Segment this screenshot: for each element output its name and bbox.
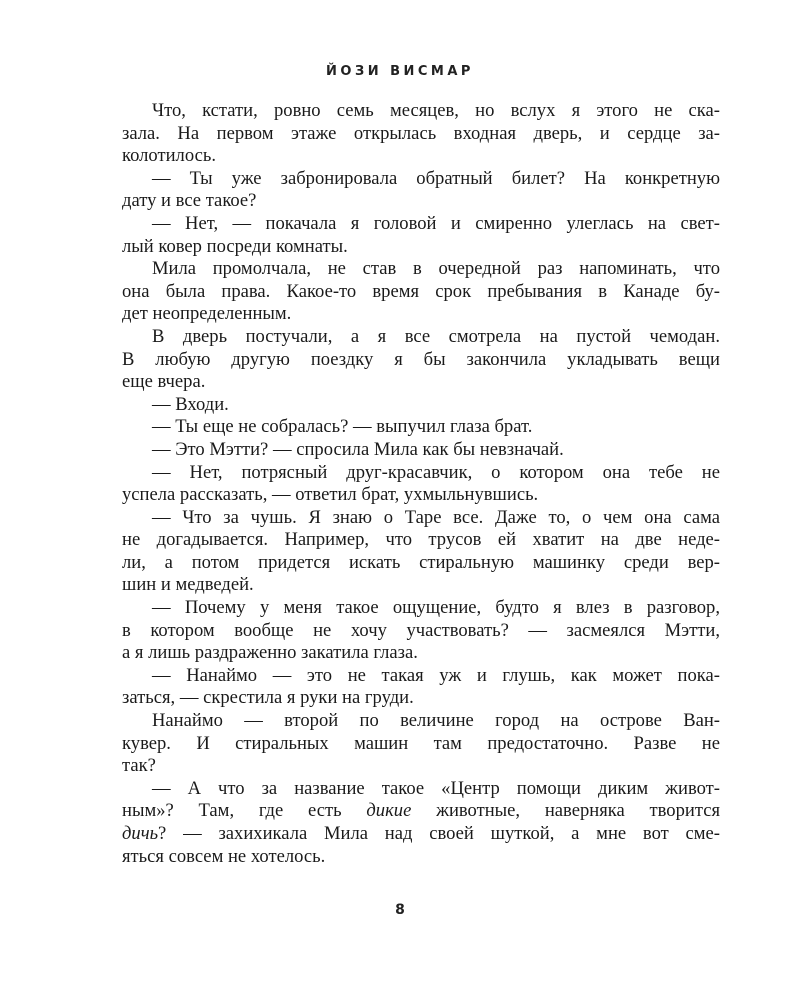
- text-line: — Нет, потрясный друг-красавчик, о котором она тебе не: [152, 461, 720, 483]
- text-line: Нанаймо — второй по величине город на острове Ван-: [152, 710, 720, 732]
- text-line: дет неопределенным.: [122, 303, 292, 325]
- running-head-author: ЙОЗИ ВИСМАР: [326, 64, 474, 79]
- body-text: [122, 100, 720, 868]
- text-line: — Ты еще не собралась? — выпучил глаза брат.: [152, 416, 533, 438]
- italic-word: дичь: [122, 823, 159, 844]
- text-line: дату и все такое?: [122, 190, 257, 212]
- text-line: — Ты уже забронировала обратный билет? На конкретную: [152, 167, 720, 189]
- text-line: ли, а потом придется искать стиральную машинку среди вер-: [122, 551, 720, 573]
- text-line: успела рассказать, — ответил брат, ухмыльнувшись.: [122, 484, 539, 506]
- text-line: заться, — скрестила я руки на груди.: [122, 687, 414, 709]
- text-line: — Нанаймо — это не такая уж и глушь, как может пока-: [152, 664, 720, 686]
- text-line: яться совсем не хотелось.: [122, 845, 326, 867]
- text-line: — Что за чушь. Я знаю о Таре все. Даже то, о чем она сама: [152, 506, 720, 528]
- text-line: колотилось.: [122, 145, 216, 167]
- text-line: [122, 800, 720, 823]
- text-line: лый ковер посреди комнаты.: [122, 235, 348, 257]
- text-line: а я лишь раздраженно закатила глаза.: [122, 642, 418, 664]
- text-line: — Нет, — покачала я головой и смиренно улеглась на свет-: [152, 212, 720, 234]
- text-line: так?: [122, 755, 156, 777]
- text-line: В дверь постучали, а я все смотрела на пустой чемодан.: [152, 325, 720, 347]
- text-line: она была права. Какое-то время срок пребывания в Канаде бу-: [122, 280, 720, 302]
- page-number: 8: [395, 902, 405, 918]
- text-line: — Входи.: [152, 393, 229, 415]
- text-line: еще вчера.: [122, 371, 206, 393]
- text-line: В любую другую поездку я бы закончила укладывать вещи: [122, 348, 720, 370]
- text-line: Что, кстати, ровно семь месяцев, но вслух я этого не ска-: [152, 100, 720, 121]
- text-line: не догадывается. Например, что трусов ей хватит на две неде-: [122, 529, 720, 551]
- text-line: в котором вообще не хочу участвовать? — засмеялся Мэтти,: [122, 619, 720, 641]
- text-line: кувер. И стиральных машин там предостаточно. Разве не: [122, 732, 720, 754]
- text-line: — Почему у меня такое ощущение, будто я влез в разговор,: [152, 597, 720, 619]
- text-line: Мила промолчала, не став в очередной раз напоминать, что: [152, 258, 720, 280]
- text-line: зала. На первом этаже открылась входная дверь, и сердце за-: [122, 122, 720, 144]
- italic-word: дикие: [366, 800, 412, 822]
- text-line: — Это Мэтти? — спросила Мила как бы невзначай.: [152, 438, 564, 460]
- text-line: [122, 823, 720, 846]
- text-segment: ? — захихикала Мила над своей шуткой, а мне вот сме-: [158, 823, 720, 844]
- text-line: — А что за название такое «Центр помощи диким живот-: [152, 777, 720, 799]
- text-line: шин и медведей.: [122, 574, 254, 596]
- text-segment: животные, наверняка творится: [411, 800, 721, 822]
- text-segment: ным»? Там, где есть: [122, 800, 367, 822]
